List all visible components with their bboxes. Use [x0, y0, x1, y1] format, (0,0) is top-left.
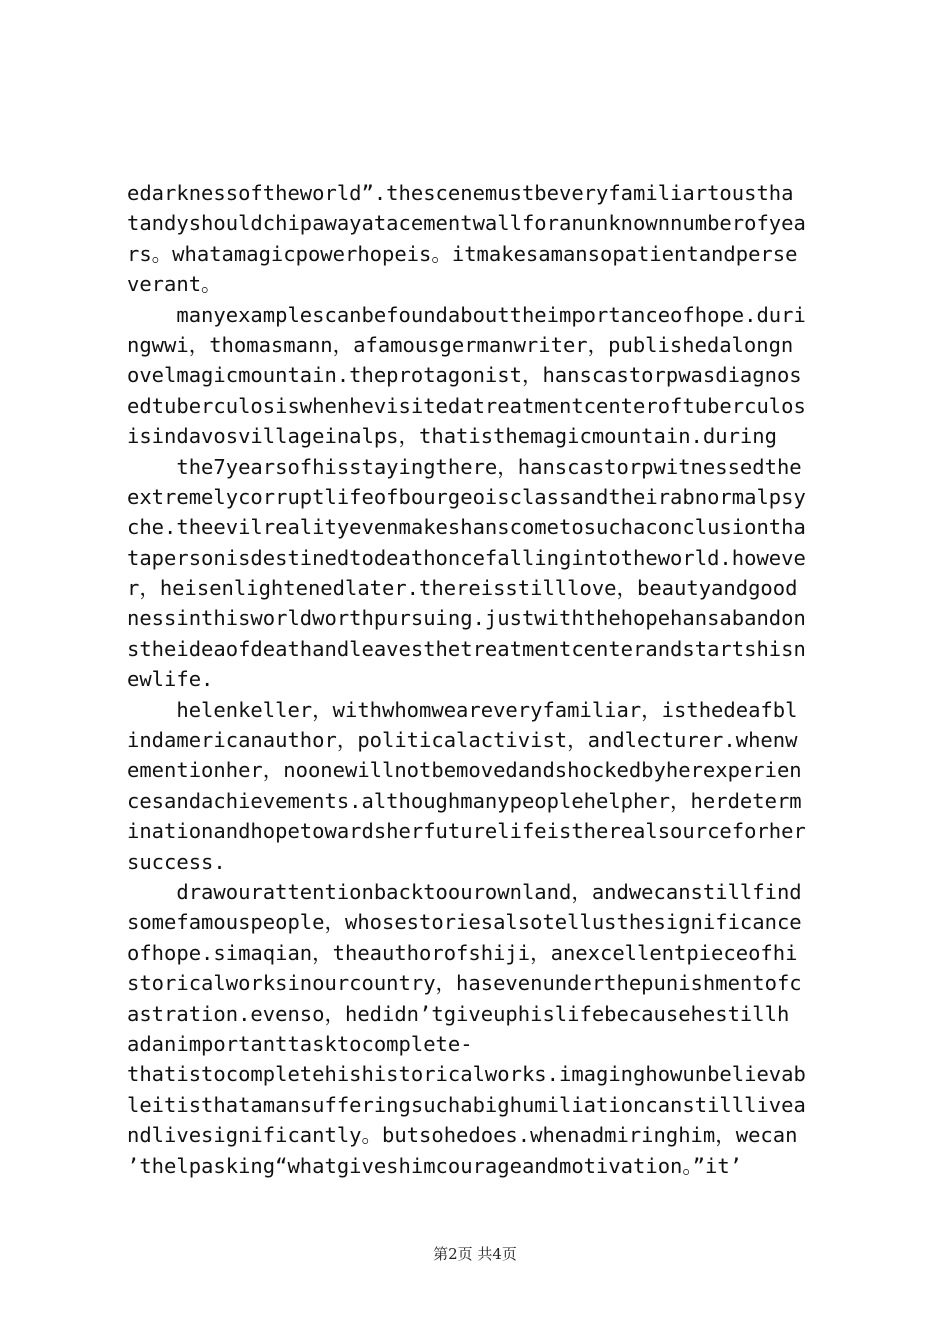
page-footer: 第2页 共4页: [433, 1245, 517, 1263]
text-line: cesandachievements.althoughmanypeoplehelpher，herdeterm: [127, 788, 802, 813]
text-line: indamericanauthor，politicalactivist，andlecturer.whenw: [127, 728, 798, 753]
text-line: edtuberculosiswhenhevisitedatreatmentcenteroftuberculos: [127, 393, 806, 418]
text-line: astration.evenso，hedidn’tgiveuphislifebecausehestillh: [127, 1001, 790, 1026]
text-line: somefamouspeople，whosestoriesalsotellusthesignificance: [127, 910, 802, 935]
text-line: adanimportanttasktocomplete-: [127, 1031, 473, 1056]
text-line: ofhope.simaqian，theauthorofshiji，anexcellentpieceofhi: [127, 940, 798, 965]
text-line: success.: [127, 849, 226, 874]
text-line: ndlivesignificantly。butsohedoes.whenadmiringhim，wecan: [127, 1123, 798, 1148]
text-line: stheideaofdeathandleavesthetreatmentcenterandstartshisn: [127, 636, 806, 661]
text-line: tandyshouldchipawayatacementwallforanunknownnumberofyea: [127, 211, 806, 236]
text-line: ementionher，noonewillnotbemovedandshockedbyherexperien: [127, 758, 802, 783]
text-line: edarknessoftheworld”.thescenemustbeveryfamiliartousthа: [127, 181, 794, 205]
text-line: ewlife.: [127, 667, 214, 692]
text-line: r，heisenlightenedlater.thereisstilllove，beautyandgood: [127, 576, 798, 601]
text-line: manyexamplescanbefoundabouttheimportanceofhope.duri: [127, 302, 806, 327]
text-line: helenkeller，withwhomweareveryfamiliar，isthedeafbl: [127, 697, 798, 722]
text-line: inationandhopetowardsherfuturelifeistherealsourceforher: [127, 819, 806, 844]
text-line: tapersonisdestinedtodeathoncefallingintotheworld.howeve: [127, 545, 806, 570]
text-line: nessinthisworldworthpursuing.justwiththehopehansabandon: [127, 606, 806, 631]
text-line: ngwwi，thomasmann，afamousgermanwriter，publishedalongn: [127, 332, 794, 357]
text-line: extremelycorruptlifeofbourgeoisclassandtheirabnormalpsy: [127, 484, 806, 509]
text-line: ovelmagicmountain.theprotagonist，hanscastorpwasdiagnos: [127, 363, 802, 388]
body-text: [127, 178, 837, 1181]
text-line: ’thelpasking“whatgiveshimcourageandmotivation。”it’: [127, 1153, 743, 1178]
text-line: storicalworksinourcountry，hasevenunderthepunishmentofc: [127, 971, 802, 996]
text-line: isindavosvillageinalps，thatisthemagicmountain.during: [127, 424, 777, 449]
text-line: thatistocompletehishistoricalworks.imaginghowunbelievab: [127, 1062, 806, 1087]
text-line: the7yearsofhisstayingthere，hanscastorpwitnessedthe: [127, 454, 802, 479]
text-line: drawourattentionbacktoourownland，andwecanstillfind: [127, 879, 802, 904]
text-line: leitisthatamansufferingsuchabighumiliationcanstillliveа: [127, 1092, 806, 1117]
text-line: che.theevilrealityevenmakeshanscometosuchaconclusiontha: [127, 515, 806, 540]
text-line: rs。whatamagicpowerhopeis。itmakesamansopatientandperse: [127, 241, 798, 266]
text-line: verant。: [127, 272, 222, 297]
